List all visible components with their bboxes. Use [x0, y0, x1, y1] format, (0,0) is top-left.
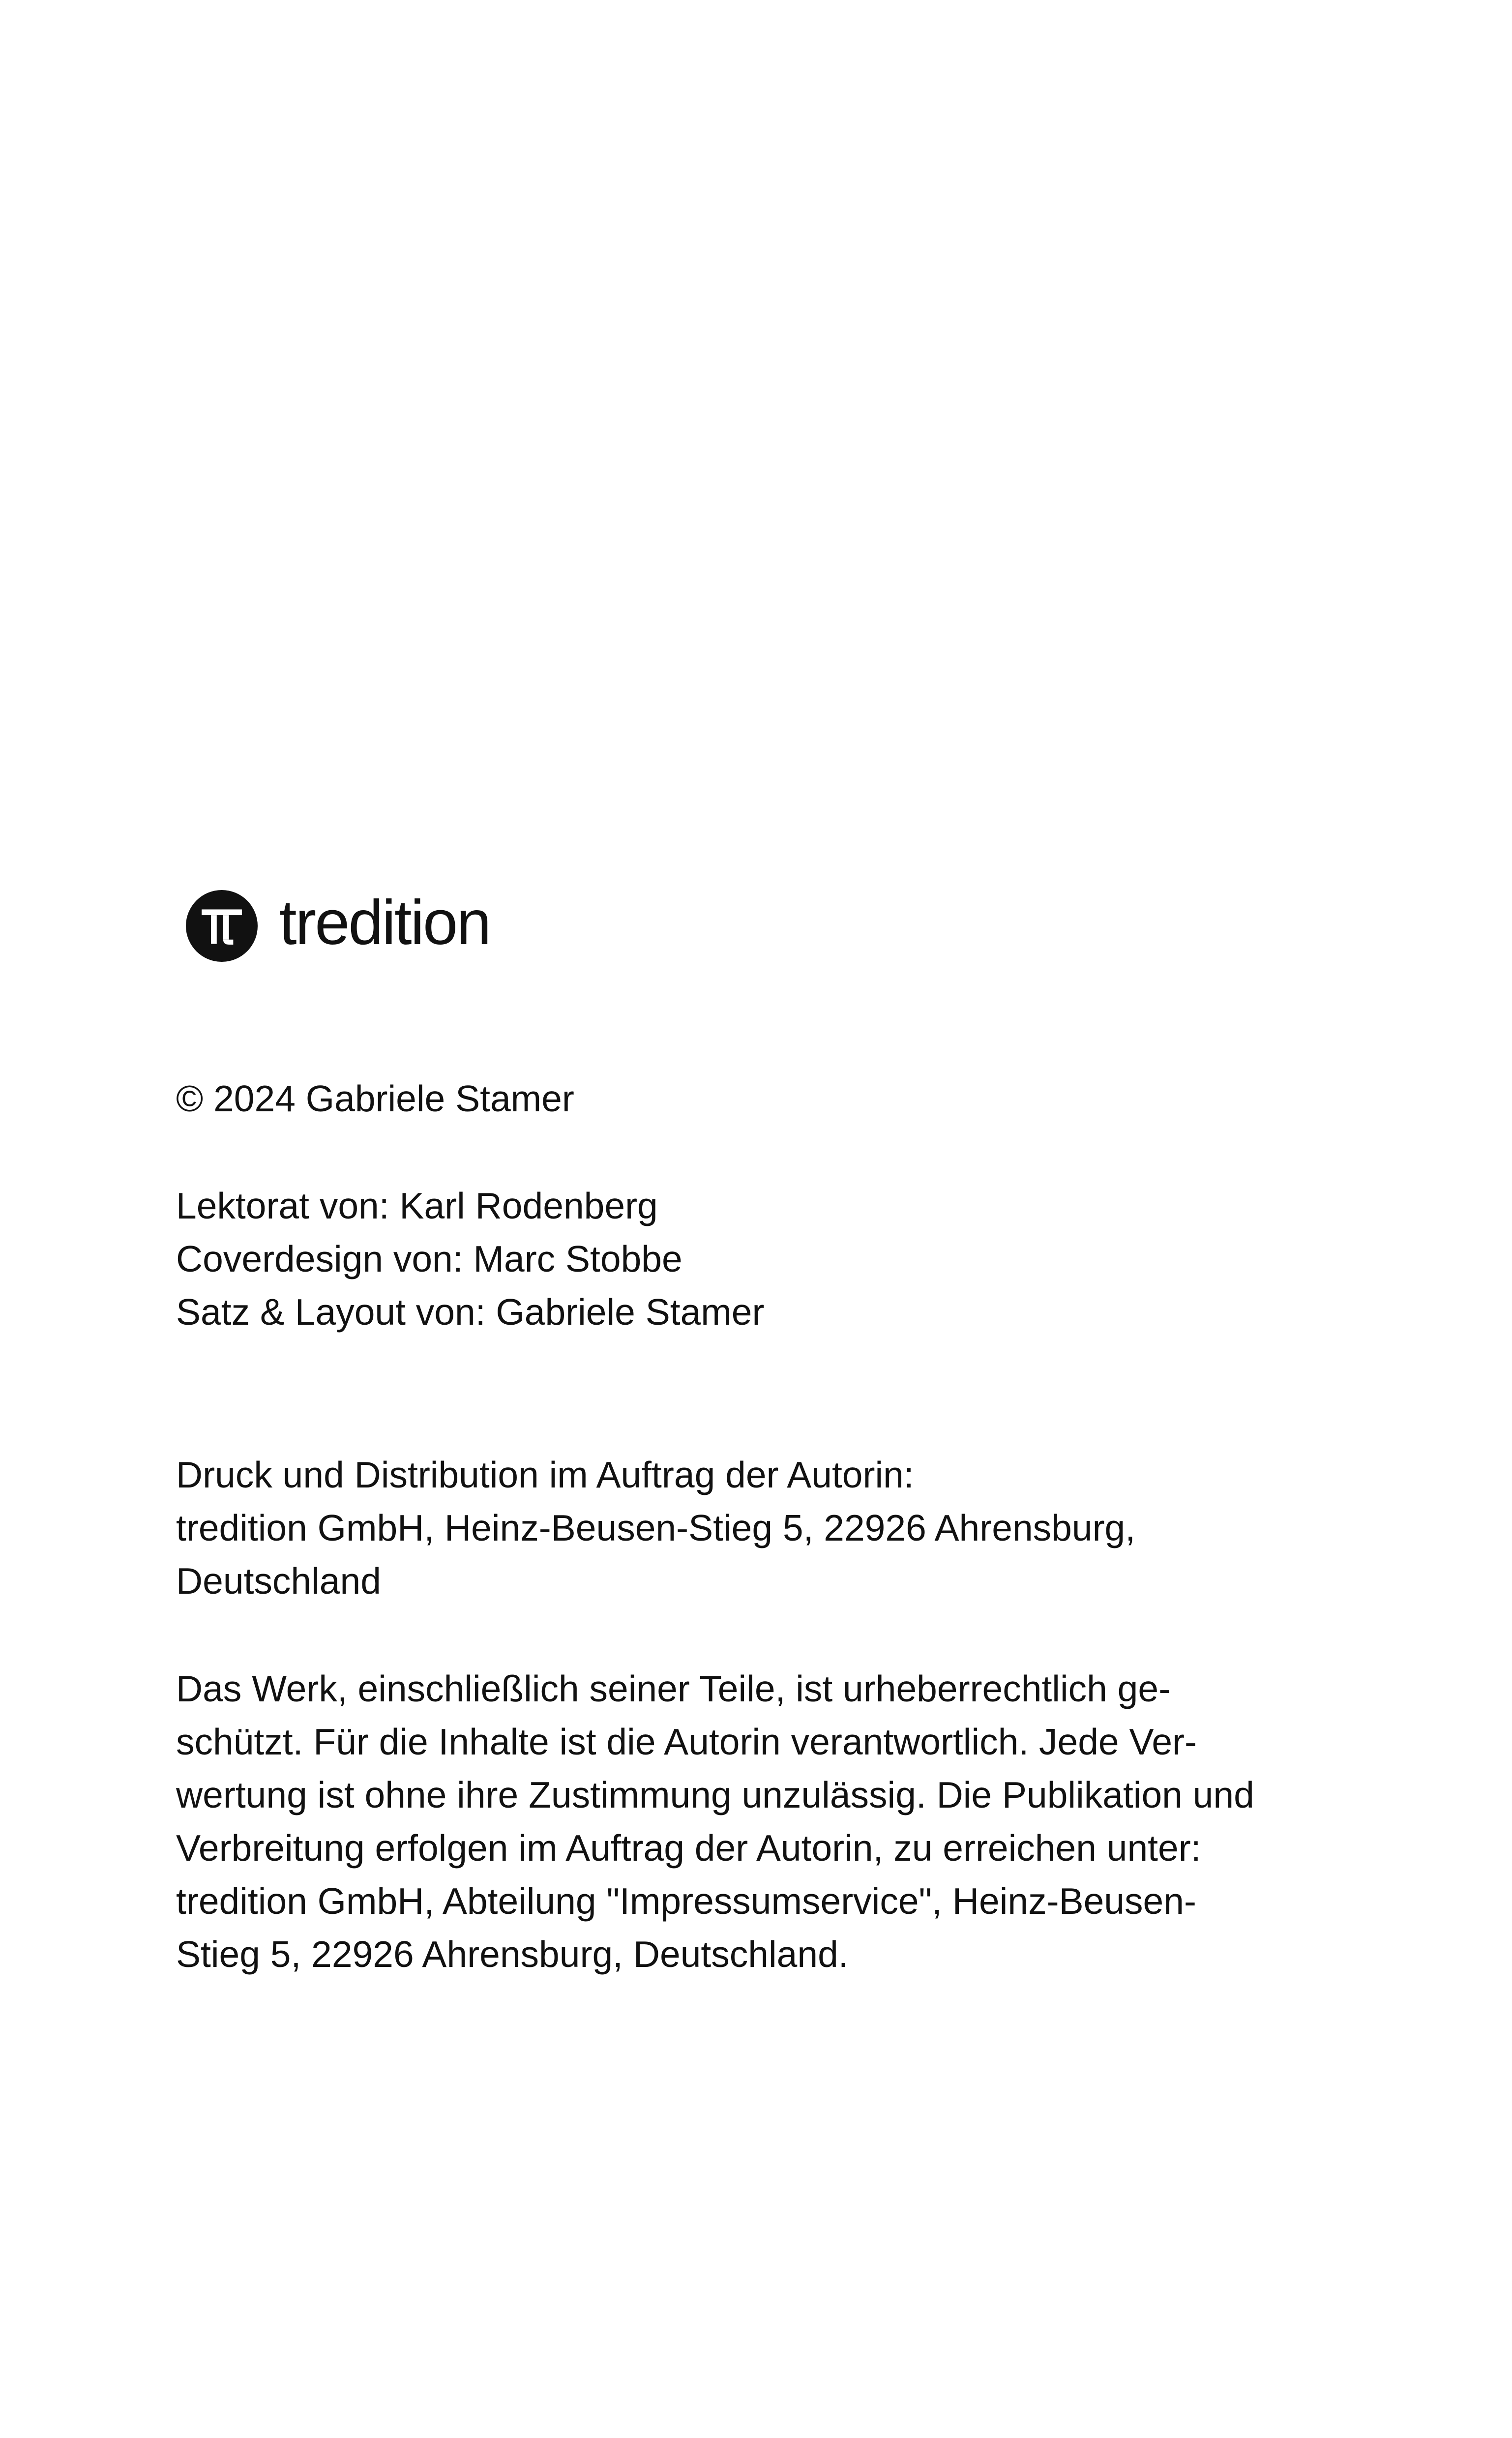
copyright-line: © 2024 Gabriele Stamer: [176, 1078, 574, 1119]
legal-line: wertung ist ohne ihre Zustimmung unzulässig. Die Publikation und: [176, 1774, 1254, 1815]
distribution-line: Deutschland: [176, 1560, 381, 1602]
copyright-notice: [176, 1072, 1376, 1125]
legal-line: tredition GmbH, Abteilung "Impressumservice", Heinz-Beusen-: [176, 1880, 1196, 1922]
distribution-block: [176, 1448, 1376, 1607]
publisher-wordmark: tredition: [279, 888, 490, 958]
distribution-line: tredition GmbH, Heinz-Beusen-Stieg 5, 22926 Ahrensburg,: [176, 1507, 1136, 1548]
tredition-logo-icon: [186, 890, 258, 962]
publisher-logo: [186, 889, 490, 963]
legal-line: Das Werk, einschließlich seiner Teile, ist urheberrechtlich ge-: [176, 1668, 1171, 1709]
credits-block: [176, 1179, 1376, 1338]
legal-line: schützt. Für die Inhalte ist die Autorin verantwortlich. Jede Ver-: [176, 1721, 1197, 1762]
legal-line: Verbreitung erfolgen im Auftrag der Autorin, zu erreichen unter:: [176, 1827, 1201, 1869]
credit-line-layout: Satz & Layout von: Gabriele Stamer: [176, 1291, 765, 1333]
legal-notice: [176, 1662, 1376, 1981]
credit-line-cover: Coverdesign von: Marc Stobbe: [176, 1238, 682, 1279]
credit-line-editing: Lektorat von: Karl Rodenberg: [176, 1185, 658, 1226]
distribution-line: Druck und Distribution im Auftrag der Autorin:: [176, 1454, 914, 1495]
legal-line: Stieg 5, 22926 Ahrensburg, Deutschland.: [176, 1933, 849, 1975]
